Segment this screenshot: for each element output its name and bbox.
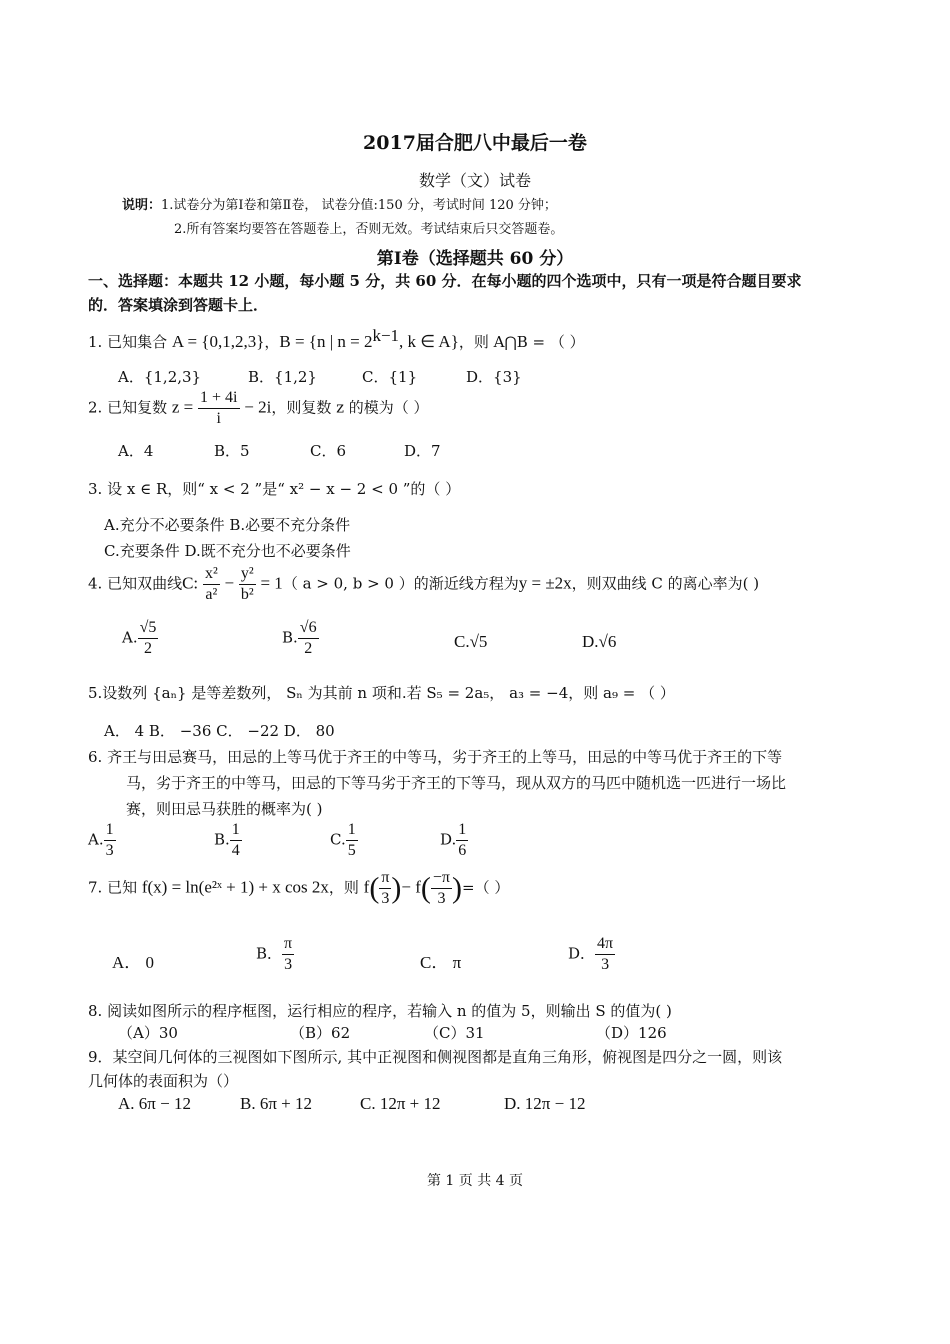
question-9-line-2: 几何体的表面积为（）: [88, 1072, 239, 1090]
q7-frac-2: [431, 868, 452, 909]
q6-option-d-frac: [456, 820, 468, 861]
q7-num-1: π: [379, 868, 391, 889]
notes-line-1: [122, 194, 557, 213]
q1-option-a: A．{1,2,3}: [118, 368, 202, 386]
q8-option-b: （B）62: [290, 1024, 351, 1042]
q2-prefix: 2. 已知复数: [88, 398, 172, 417]
q4-option-b-label: B.: [282, 628, 298, 647]
q9-option-a: A. 6π − 12: [118, 1094, 191, 1113]
q1-prefix: 1. 已知集合: [88, 333, 172, 351]
q6-option-c-label: C.: [330, 830, 346, 849]
q6-option-d-num: 1: [456, 820, 468, 841]
question-6-line-3: 赛，则田忌马获胜的概率为( ): [126, 800, 323, 818]
section-instruction-1: 一、选择题：本题共 12 小题，每小题 5 分，共 60 分．在每小题的四个选项中，只有一项是符合题目要求: [88, 272, 802, 290]
q7-option-a: A． 0: [112, 953, 155, 972]
q6-option-a-frac: [104, 820, 116, 861]
q4-curve: C:: [182, 573, 199, 593]
q2-lhs: z =: [171, 397, 194, 417]
q4-prefix: 4. 已知双曲线: [88, 574, 183, 593]
q2-numerator: 1 + 4i: [198, 388, 239, 409]
q4-option-c: C.√5: [454, 632, 488, 651]
q8-option-a: （A）30: [118, 1024, 178, 1042]
q8-option-d: （D）126: [596, 1024, 667, 1042]
q4-condition: （ a > 0, b > 0 ）的渐近线方程为: [282, 574, 519, 593]
question-5: 5.设数列 {aₙ} 是等差数列， Sₙ 为其前 n 项和.若 S₅ = 2a₅， a₃ = −4，则 a₉ = （ ）: [88, 684, 675, 702]
q6-option-b-num: 1: [230, 820, 242, 841]
q4-eq: = 1: [260, 573, 283, 593]
q1-setB-exp: k−1: [372, 326, 400, 345]
q2-rest: − 2i: [244, 397, 272, 417]
q7-option-b: [256, 934, 294, 975]
q6-option-b-frac: [230, 820, 242, 861]
q7-option-c: C． π: [420, 953, 462, 972]
q6-option-c-den: 5: [347, 842, 356, 859]
q7-right-paren-1: ): [391, 871, 402, 905]
q7-right-paren-2: ): [452, 871, 463, 905]
question-6-line-1: 6. 齐王与田忌赛马，田忌的上等马优于齐王的中等马，劣于齐王的上等马，田忌的中等马优于齐王的下等: [88, 748, 783, 766]
q6-option-d-den: 6: [458, 842, 467, 859]
notes-label: 说明：: [122, 198, 162, 213]
question-4: [88, 564, 759, 605]
q6-option-b-label: B.: [214, 830, 230, 849]
section-instruction-2: 的．答案填涂到答题卡上．: [88, 296, 269, 314]
q8-option-c: （C）31: [424, 1024, 485, 1042]
q1-setB-end: , k ∈ A}: [399, 332, 459, 351]
notes-text-1: 1.试卷分为第Ⅰ卷和第Ⅱ卷， 试卷分值:150 分，考试时间 120 分钟；: [161, 198, 557, 213]
q7-den-1: 3: [381, 890, 390, 907]
q7-option-b-den: 3: [284, 956, 293, 973]
q2-fraction: [198, 388, 239, 429]
q9-option-c: C. 12π + 12: [360, 1094, 441, 1113]
q4-option-b: [282, 618, 319, 659]
q7-num-2: −π: [431, 868, 452, 889]
q7-frac-1: [379, 868, 391, 909]
q4-option-d: D.√6: [582, 632, 617, 651]
question-7: [88, 868, 509, 909]
q6-option-d: [440, 820, 468, 861]
q7-option-d-frac: [595, 934, 615, 975]
q1-setA: A = {0,1,2,3}: [171, 332, 265, 351]
q7-option-b-frac: [282, 934, 294, 975]
q1-setB-start: B = {n | n = 2: [279, 332, 373, 351]
q6-option-c: [330, 820, 358, 861]
q1-option-c: C．{1}: [362, 368, 418, 386]
q7-left-paren-2: (: [420, 871, 431, 905]
q4-asymptote: y = ±2x: [518, 573, 572, 593]
q6-option-c-num: 1: [346, 820, 358, 841]
q7-den-2: 3: [437, 890, 446, 907]
q6-option-b: [214, 820, 242, 861]
q1-sep: ，: [264, 333, 280, 351]
q7-op: − f: [401, 877, 421, 897]
q4-minus: −: [224, 573, 235, 593]
question-9-line-1: 9．某空间几何体的三视图如下图所示, 其中正视图和侧视图都是直角三角形，俯视图是四分之一圆，则该: [88, 1048, 783, 1066]
question-6-line-2: 马，劣于齐王的中等马，田忌的下等马劣于齐王的下等马，现从双方的马匹中随机选一匹进行一场比: [126, 774, 787, 792]
q2-option-d: D．7: [404, 442, 441, 460]
q4-den-a: a²: [205, 586, 218, 603]
q7-left-paren-1: (: [369, 871, 380, 905]
q7-option-d: [568, 934, 615, 975]
question-8: 8. 阅读如图所示的程序框图，运行相应的程序，若输入 n 的值为 5，则输出 S 的值为( ): [88, 1002, 672, 1020]
q4-option-a-num: √5: [138, 618, 159, 639]
q2-option-b: B．5: [214, 442, 250, 460]
q7-mid: ，则: [328, 878, 364, 897]
q6-option-a-num: 1: [104, 820, 116, 841]
q7-option-d-num: 4π: [595, 934, 615, 955]
q6-option-a: [88, 820, 116, 861]
q4-num-y: y²: [239, 564, 256, 585]
q7-tail: =（ ）: [462, 878, 510, 897]
q7-option-b-num: π: [282, 934, 294, 955]
q4-den-b: b²: [240, 586, 254, 603]
q7-f1: f: [363, 877, 370, 897]
q5-options: A． 4 B． −36 C． −22 D． 80: [104, 722, 335, 740]
q7-option-d-den: 3: [601, 956, 610, 973]
q2-tail: ，则复数 z 的模为（ ）: [271, 398, 429, 417]
q7-option-b-label: B．: [256, 944, 283, 963]
q4-option-b-num: √6: [298, 618, 319, 639]
q4-fraction-y: [239, 564, 256, 605]
q4-option-b-frac: [298, 618, 319, 659]
q3-options-line-2: C.充要条件 D.既不充分也不必要条件: [104, 542, 351, 560]
q6-option-b-den: 4: [231, 842, 240, 859]
q2-denominator: i: [216, 410, 221, 427]
q1-option-d: D．{3}: [466, 368, 522, 386]
notes-line-2: 2.所有答案均要答在答题卷上，否则无效。考试结束后只交答题卷。: [174, 222, 564, 237]
q6-option-a-label: A.: [88, 830, 104, 849]
question-3: 3. 设 x ∈ R，则“ x < 2 ”是“ x² − x − 2 < 0 ”的（ ）: [88, 480, 461, 498]
q4-option-a: [122, 618, 158, 659]
q2-option-a: A．4: [118, 442, 154, 460]
q4-num-x: x²: [203, 564, 220, 585]
q7-function: f(x) = ln(e²ˣ + 1) + x cos 2x: [141, 877, 329, 897]
page-footer: 第 1 页 共 4 页: [426, 1173, 524, 1189]
q7-option-d-label: D．: [568, 944, 596, 963]
q7-prefix: 7. 已知: [88, 878, 142, 897]
q3-options-line-1: A.充分不必要条件 B.必要不充分条件: [104, 516, 351, 534]
q9-option-b: B. 6π + 12: [240, 1094, 313, 1113]
q1-option-b: B．{1,2}: [248, 368, 317, 386]
q2-option-c: C．6: [310, 442, 347, 460]
q6-option-c-frac: [346, 820, 358, 861]
q4-option-a-frac: [138, 618, 159, 659]
section-title: 第Ⅰ卷（选择题共 60 分）: [376, 249, 574, 269]
q6-option-d-label: D.: [440, 830, 457, 849]
question-1: [88, 326, 585, 352]
q4-fraction-x: [203, 564, 220, 605]
page-subtitle: 数学（文）试卷: [418, 171, 531, 190]
q6-option-a-den: 3: [105, 842, 114, 859]
page-title: 2017届合肥八中最后一卷: [363, 132, 587, 154]
question-2: [88, 388, 429, 429]
q4-option-a-label: A.: [122, 628, 138, 647]
q4-option-a-den: 2: [144, 640, 152, 657]
q4-option-b-den: 2: [304, 640, 313, 657]
q1-tail: ，则 A⋂B = （ ）: [458, 333, 585, 351]
q9-option-d: D. 12π − 12: [504, 1094, 586, 1113]
q4-tail: ，则双曲线 C 的离心率为( ): [571, 574, 760, 593]
